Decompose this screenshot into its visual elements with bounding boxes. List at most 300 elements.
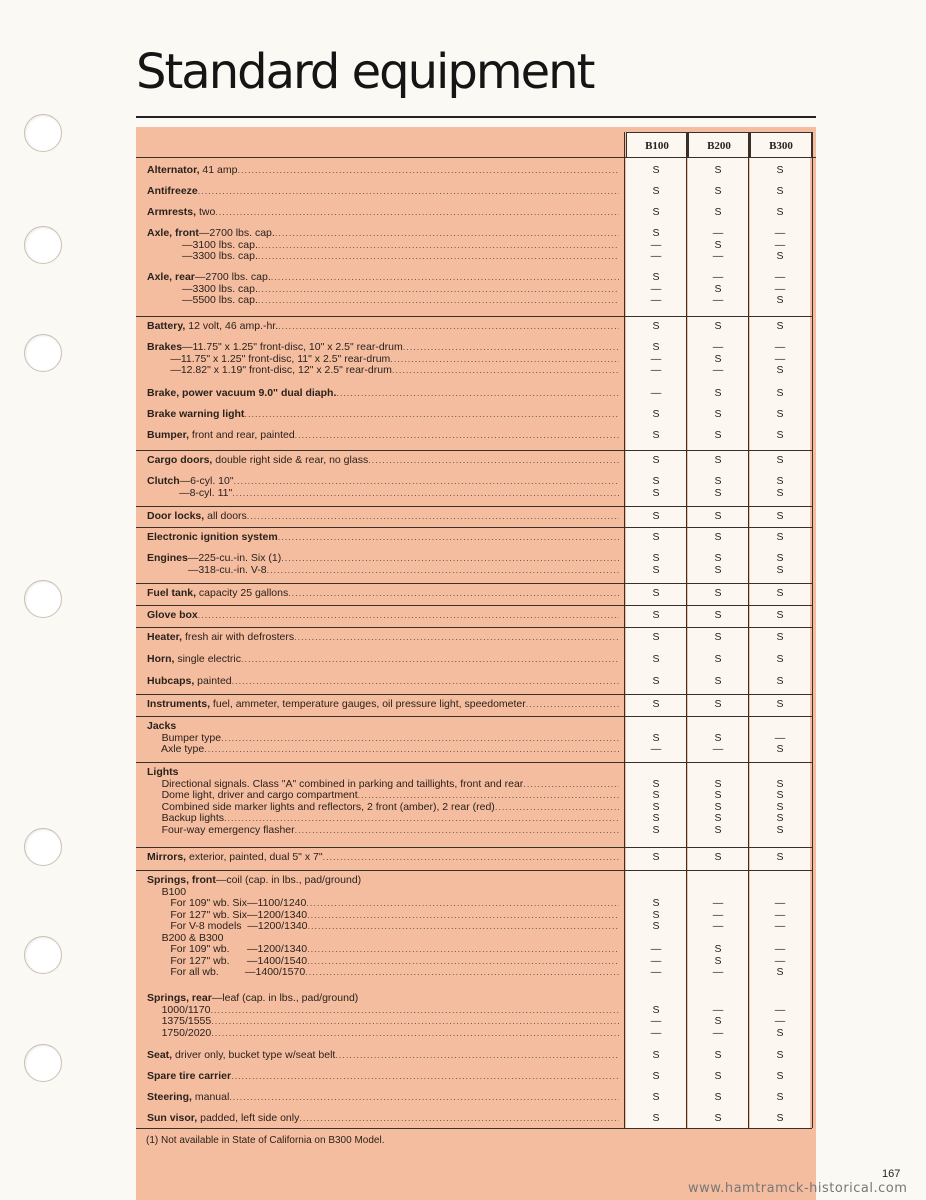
item-detail: 41 amp <box>199 165 238 176</box>
item-detail: two <box>196 207 216 218</box>
availability-mark: S <box>714 552 722 564</box>
item-detail: Combined side marker lights and reflectors, 2 front (amber), 2 rear (red) <box>147 801 495 813</box>
item-detail: Axle type <box>147 744 205 755</box>
binder-hole <box>24 226 62 264</box>
item-detail: 1000/1170 <box>147 1004 211 1016</box>
value-cell-b200 <box>688 632 748 644</box>
item-detail: —11.75" x 1.25" front-disc, 11" x 2.5" rear-drum <box>147 353 391 365</box>
value-cell-b200 <box>688 588 748 600</box>
value-cell-b100 <box>626 511 686 523</box>
item-detail: —11.75" x 1.25" front-disc, 10" x 2.5" rear-drum <box>182 342 403 353</box>
row-label <box>147 1092 619 1104</box>
item-detail: For 109" wb. —1200/1340 <box>147 944 308 955</box>
item-detail: Backup lights <box>147 813 225 824</box>
item-name: Axle, rear <box>147 272 195 283</box>
row-label <box>147 342 619 377</box>
row-label <box>147 721 619 756</box>
availability-mark: S <box>776 1091 784 1103</box>
availability-mark: S <box>652 631 660 643</box>
row-label-line <box>147 511 619 523</box>
item-name: Sun visor, <box>147 1113 198 1124</box>
availability-mark: — <box>712 908 724 921</box>
item-detail: —8-cyl. 11" <box>147 487 233 499</box>
item-detail: —2700 lbs. cap. <box>194 272 271 283</box>
item-detail: —coil (cap. in lbs., pad/ground) <box>215 875 362 886</box>
item-name: Electronic ignition system <box>147 532 278 543</box>
row-label-line <box>147 802 619 814</box>
section-divider <box>136 627 812 628</box>
availability-mark: S <box>652 609 660 621</box>
column-divider <box>686 132 687 1128</box>
row-label-line <box>147 488 619 500</box>
value-cell-b300 <box>750 272 810 307</box>
availability-mark: S <box>652 408 660 420</box>
value-cell-b100 <box>626 875 686 979</box>
availability-mark: S <box>652 454 660 466</box>
item-detail: double right side & rear, no glass <box>212 455 369 466</box>
item-name: Mirrors, <box>147 852 187 863</box>
item-detail: manual <box>191 1092 230 1103</box>
value-cell-b200 <box>688 228 748 263</box>
availability-mark: S <box>652 271 660 283</box>
row-label <box>147 228 619 263</box>
row-label-line <box>147 898 619 910</box>
value-cell-b100 <box>626 321 686 333</box>
value-cell-b200 <box>688 165 748 177</box>
value-cell-b200 <box>688 993 748 1039</box>
availability-mark: — <box>774 920 786 932</box>
row-label-line <box>147 767 619 779</box>
row-label-line <box>147 272 619 284</box>
row-label-line <box>147 228 619 240</box>
availability-mark: S <box>776 851 784 863</box>
availability-mark: S <box>714 352 722 365</box>
row-label <box>147 1113 619 1125</box>
row-label <box>147 455 619 467</box>
availability-mark: S <box>714 206 722 218</box>
availability-mark: — <box>650 966 662 978</box>
availability-mark: — <box>774 954 786 967</box>
availability-mark: S <box>714 238 722 251</box>
availability-mark: S <box>652 789 660 801</box>
availability-mark: — <box>712 250 724 262</box>
value-cell-b200 <box>688 1113 748 1125</box>
item-name: Glove box <box>147 610 198 621</box>
value-cell-b200 <box>688 1071 748 1083</box>
availability-mark: S <box>714 587 722 599</box>
availability-mark: — <box>712 364 724 376</box>
item-detail: 12 volt, 46 amp.-hr. <box>185 321 279 332</box>
value-cell-b100 <box>626 553 686 576</box>
availability-mark: S <box>776 800 784 813</box>
availability-mark: S <box>714 486 722 499</box>
availability-mark: S <box>776 552 784 564</box>
value-cell-b100 <box>626 852 686 864</box>
row-label-line <box>147 476 619 488</box>
availability-mark: — <box>712 743 724 755</box>
item-detail: —2700 lbs. cap. <box>198 228 275 239</box>
availability-mark: S <box>652 563 660 576</box>
availability-mark <box>688 767 748 779</box>
column-header-b200: B200 <box>688 132 750 158</box>
availability-mark: S <box>776 789 784 801</box>
availability-mark: S <box>776 743 784 755</box>
section-divider <box>136 694 812 695</box>
value-cell-b200 <box>688 455 748 467</box>
section-divider <box>136 847 812 848</box>
section-divider <box>136 870 812 871</box>
availability-mark: S <box>776 250 784 262</box>
availability-mark: S <box>652 475 660 487</box>
value-cell-b200 <box>688 430 748 442</box>
availability-mark: S <box>652 486 660 499</box>
availability-mark: S <box>714 282 722 295</box>
value-cell-b100 <box>626 342 686 377</box>
value-cell-b200 <box>688 699 748 711</box>
item-name: Clutch <box>147 476 180 487</box>
value-cell-b100 <box>626 699 686 711</box>
availability-mark: — <box>774 1003 786 1016</box>
item-detail: For 109" wb. Six—1100/1240 <box>147 898 307 909</box>
value-cell-b100 <box>626 409 686 421</box>
value-cell-b200 <box>688 207 748 219</box>
item-detail: Directional signals. Class "A" combined in parking and taillights, front and rear <box>147 778 524 790</box>
item-name: Steering, <box>147 1092 192 1103</box>
value-cell-b300 <box>750 409 810 421</box>
value-cell-b100 <box>626 1092 686 1104</box>
row-label-line <box>147 251 619 263</box>
availability-mark: S <box>776 609 784 621</box>
value-cell-b300 <box>750 430 810 442</box>
row-label-line <box>147 1092 619 1104</box>
item-name: Heater, <box>147 632 183 643</box>
value-cell-b200 <box>688 321 748 333</box>
availability-mark: S <box>776 1049 784 1061</box>
availability-mark: S <box>652 587 660 599</box>
availability-mark: S <box>714 789 722 801</box>
availability-mark: S <box>714 631 722 643</box>
row-label <box>147 272 619 307</box>
item-name: Fuel tank, <box>147 588 197 599</box>
availability-mark: S <box>776 1112 784 1124</box>
availability-mark: — <box>712 920 724 932</box>
row-label <box>147 532 619 544</box>
value-cell-b300 <box>750 1113 810 1125</box>
section-divider <box>136 605 812 606</box>
value-cell-b100 <box>626 430 686 442</box>
row-label-line <box>147 354 619 366</box>
value-cell-b200 <box>688 388 748 400</box>
row-label-line <box>147 165 619 177</box>
row-label-line <box>147 553 619 565</box>
row-label <box>147 767 619 836</box>
column-divider <box>748 132 749 1128</box>
column-header-b100: B100 <box>626 132 688 158</box>
availability-mark: S <box>652 1091 660 1103</box>
value-cell-b300 <box>750 388 810 400</box>
availability-mark: S <box>652 1112 660 1124</box>
section-divider <box>136 762 812 763</box>
availability-mark <box>626 721 686 733</box>
item-detail: Four-way emergency flasher <box>147 824 295 836</box>
availability-mark: S <box>776 387 784 399</box>
availability-mark: S <box>652 675 660 687</box>
value-cell-b200 <box>688 342 748 377</box>
item-detail: —225-cu.-in. Six (1) <box>187 553 282 564</box>
row-label-line <box>147 532 619 544</box>
row-label <box>147 186 619 198</box>
row-label-line <box>147 956 619 968</box>
item-detail: exterior, painted, dual 5" x 7" <box>186 852 323 863</box>
item-detail: Bumper type <box>147 732 222 744</box>
row-label <box>147 699 619 711</box>
row-label-line <box>147 993 619 1005</box>
value-cell-b200 <box>688 852 748 864</box>
item-name: Engines <box>147 553 188 564</box>
value-cell-b300 <box>750 632 810 644</box>
value-cell-b100 <box>626 455 686 467</box>
availability-mark: — <box>650 743 662 755</box>
value-cell-b300 <box>750 676 810 688</box>
availability-mark: — <box>712 966 724 978</box>
value-cell-b300 <box>750 1071 810 1083</box>
availability-mark: S <box>776 777 784 790</box>
availability-mark: S <box>652 731 660 744</box>
availability-mark: — <box>774 271 786 283</box>
row-label <box>147 610 619 622</box>
availability-mark: S <box>714 1049 722 1061</box>
item-detail: —3100 lbs. cap. <box>147 239 258 251</box>
item-detail: For 127" wb. Six—1200/1340 <box>147 909 308 921</box>
availability-mark: S <box>714 1091 722 1103</box>
availability-mark: S <box>714 164 722 176</box>
table-bottom-rule <box>136 1128 812 1129</box>
availability-mark: S <box>652 531 660 543</box>
section-divider <box>136 316 812 317</box>
availability-mark: — <box>650 250 662 262</box>
row-label-line <box>147 779 619 791</box>
item-detail: front and rear, painted <box>189 430 295 441</box>
value-cell-b100 <box>626 676 686 688</box>
row-label-line <box>147 207 619 219</box>
availability-mark: — <box>650 364 662 376</box>
availability-mark: S <box>714 387 722 399</box>
value-cell-b100 <box>626 610 686 622</box>
availability-mark: S <box>776 510 784 522</box>
value-cell-b300 <box>750 476 810 499</box>
availability-mark: S <box>776 631 784 643</box>
availability-mark: S <box>776 320 784 332</box>
row-label-line <box>147 565 619 577</box>
availability-mark: — <box>774 731 786 744</box>
row-label-line <box>147 744 619 756</box>
availability-mark: S <box>652 897 660 909</box>
availability-mark: S <box>776 653 784 665</box>
value-cell-b200 <box>688 676 748 688</box>
binder-hole <box>24 114 62 152</box>
row-label-line <box>147 654 619 666</box>
availability-mark: S <box>652 185 660 197</box>
row-label-line <box>147 813 619 825</box>
availability-mark <box>750 875 810 887</box>
value-cell-b300 <box>750 342 810 377</box>
availability-mark: — <box>650 238 662 251</box>
availability-mark <box>626 993 686 1005</box>
availability-mark: — <box>712 897 724 909</box>
row-label <box>147 588 619 600</box>
item-detail: driver only, bucket type w/seat belt <box>172 1050 336 1061</box>
availability-mark: S <box>714 1070 722 1082</box>
footnote: (1) Not available in State of California on B300 Model. <box>146 1135 385 1146</box>
row-label-line <box>147 699 619 711</box>
value-cell-b200 <box>688 532 748 544</box>
availability-mark: S <box>652 1003 660 1016</box>
value-cell-b200 <box>688 553 748 576</box>
row-label-line <box>147 887 619 899</box>
row-label-line <box>147 610 619 622</box>
item-name: Bumper, <box>147 430 190 441</box>
availability-mark: S <box>776 364 784 376</box>
item-name: Springs, rear <box>147 993 212 1004</box>
item-name: Hubcaps, <box>147 676 195 687</box>
availability-mark: — <box>650 943 662 955</box>
row-label <box>147 388 619 400</box>
value-cell-b200 <box>688 1092 748 1104</box>
availability-mark: S <box>714 510 722 522</box>
value-cell-b300 <box>750 699 810 711</box>
value-cell-b300 <box>750 553 810 576</box>
availability-mark: S <box>714 954 722 967</box>
row-label-line <box>147 967 619 979</box>
value-cell-b100 <box>626 632 686 644</box>
availability-mark: S <box>652 206 660 218</box>
availability-mark: S <box>714 675 722 687</box>
item-detail: all doors <box>204 511 247 522</box>
availability-mark: S <box>652 510 660 522</box>
availability-mark: S <box>652 851 660 863</box>
availability-mark <box>688 993 748 1005</box>
watermark: www.hamtramck-historical.com <box>688 1181 908 1196</box>
value-cell-b100 <box>626 767 686 836</box>
availability-mark: S <box>714 698 722 710</box>
availability-mark: — <box>650 954 662 967</box>
row-label-line <box>147 388 619 400</box>
availability-mark: S <box>652 1049 660 1061</box>
availability-mark: S <box>776 454 784 466</box>
availability-mark: — <box>774 238 786 251</box>
availability-mark: — <box>712 1026 724 1039</box>
binder-hole <box>24 334 62 372</box>
row-label <box>147 321 619 333</box>
item-name: Springs, front <box>147 875 216 886</box>
row-label-line <box>147 1050 619 1062</box>
availability-mark: S <box>652 429 660 441</box>
row-label <box>147 852 619 864</box>
item-name: Brakes <box>147 342 183 353</box>
row-label-line <box>147 430 619 442</box>
row-label-line <box>147 1005 619 1017</box>
availability-mark: S <box>776 294 784 306</box>
availability-mark: — <box>712 294 724 306</box>
row-label-line <box>147 944 619 956</box>
availability-mark: S <box>714 653 722 665</box>
item-detail: For all wb. —1400/1570 <box>147 967 306 978</box>
availability-mark: S <box>652 823 660 836</box>
row-label-line <box>147 790 619 802</box>
item-name: Door locks, <box>147 511 205 522</box>
item-detail: B200 & B300 <box>147 932 224 944</box>
item-detail: fresh air with defrosters <box>182 632 295 643</box>
availability-mark: S <box>714 812 722 824</box>
row-label <box>147 207 619 219</box>
item-detail: —5500 lbs. cap. <box>147 295 258 306</box>
availability-mark: S <box>776 675 784 687</box>
availability-mark: S <box>714 731 722 744</box>
availability-mark: — <box>712 271 724 283</box>
value-cell-b100 <box>626 721 686 756</box>
value-cell-b100 <box>626 207 686 219</box>
row-label-line <box>147 1071 619 1083</box>
value-cell-b300 <box>750 455 810 467</box>
value-cell-b100 <box>626 654 686 666</box>
row-label-line <box>147 921 619 933</box>
availability-mark: S <box>776 185 784 197</box>
availability-mark: S <box>714 609 722 621</box>
availability-mark: S <box>776 966 784 978</box>
page-title: Standard equipment <box>136 44 594 100</box>
row-label <box>147 476 619 499</box>
availability-mark: S <box>714 531 722 543</box>
value-cell-b300 <box>750 610 810 622</box>
availability-mark: S <box>714 454 722 466</box>
item-detail: Dome light, driver and cargo compartment <box>147 790 358 801</box>
item-name: Armrests, <box>147 207 197 218</box>
item-detail: 1375/1555 <box>147 1016 212 1027</box>
availability-mark: S <box>714 1112 722 1124</box>
availability-mark: — <box>774 227 786 239</box>
row-label-line <box>147 284 619 296</box>
value-cell-b100 <box>626 993 686 1039</box>
row-label <box>147 1071 619 1083</box>
availability-mark: S <box>714 1015 722 1027</box>
availability-mark: S <box>714 800 722 813</box>
value-cell-b200 <box>688 1050 748 1062</box>
availability-mark: S <box>652 800 660 813</box>
item-name: Antifreeze <box>147 186 198 197</box>
binder-hole <box>24 936 62 974</box>
value-cell-b100 <box>626 272 686 307</box>
availability-mark: — <box>774 943 786 955</box>
row-label <box>147 553 619 576</box>
item-detail: fuel, ammeter, temperature gauges, oil pressure light, speedometer <box>210 699 526 710</box>
item-name: Lights <box>147 767 179 778</box>
value-cell-b300 <box>750 228 810 263</box>
value-cell-b100 <box>626 1071 686 1083</box>
row-label-line <box>147 721 619 733</box>
availability-mark: S <box>652 908 660 921</box>
item-detail: For 127" wb. —1400/1540 <box>147 955 308 967</box>
availability-mark: — <box>712 227 724 239</box>
availability-mark: S <box>652 920 660 932</box>
availability-mark: S <box>776 563 784 576</box>
value-cell-b200 <box>688 721 748 756</box>
value-cell-b200 <box>688 272 748 307</box>
item-detail: —leaf (cap. in lbs., pad/ground) <box>211 993 359 1004</box>
value-cell-b200 <box>688 875 748 979</box>
row-label-line <box>147 852 619 864</box>
availability-mark: S <box>652 341 660 353</box>
availability-mark <box>688 875 748 887</box>
